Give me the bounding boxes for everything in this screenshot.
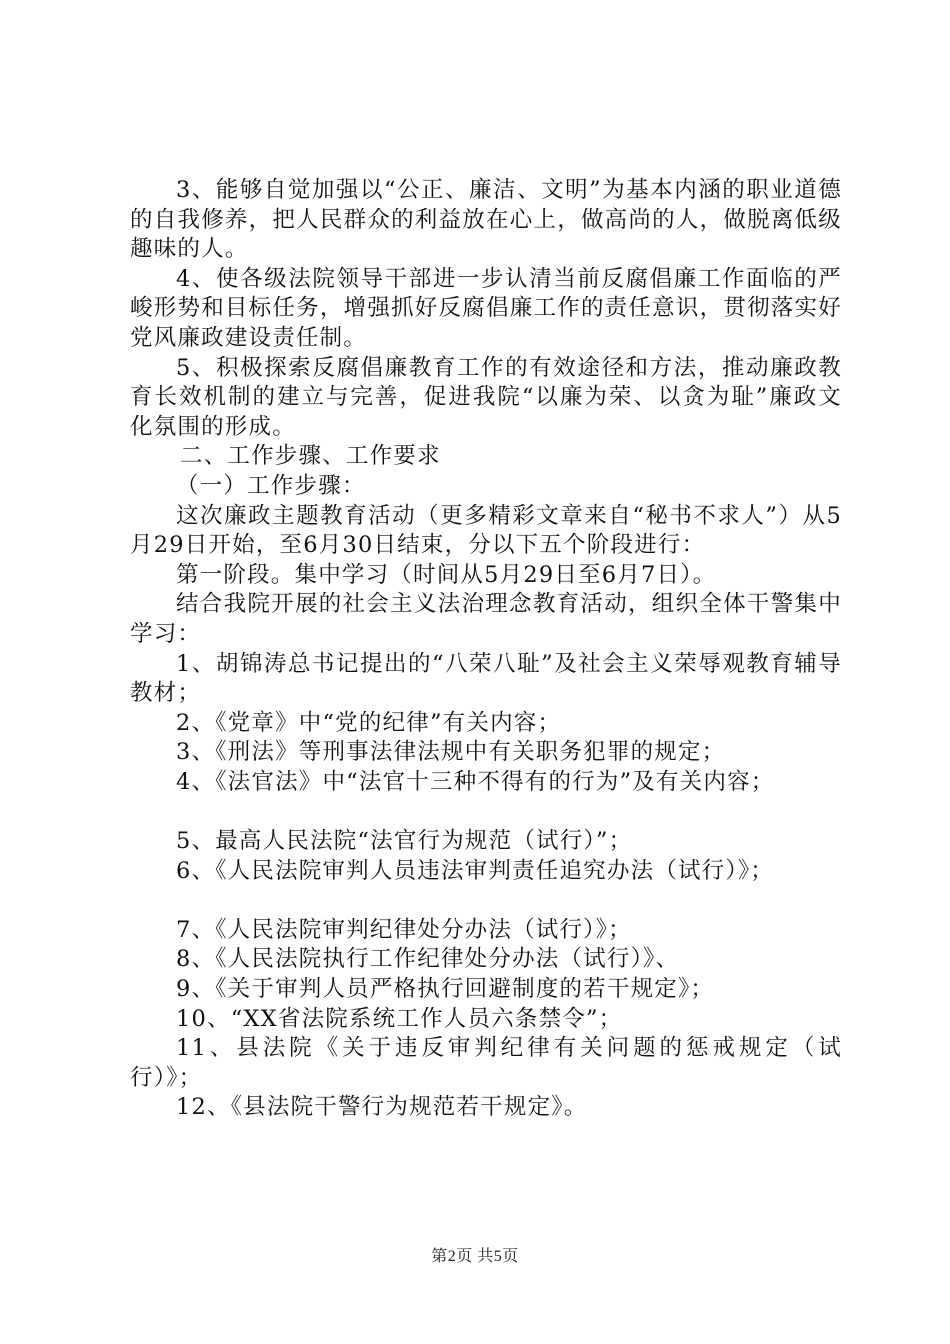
list-item-study-4: 4、《法官法》中“法官十三种不得有的行为”及有关内容； bbox=[176, 768, 775, 795]
list-item-study-5: 5、最高人民法院“法官行为规范（试行）”； bbox=[176, 828, 633, 855]
paragraph-goal-4: 4、使各级法院领导干部进一步认清当前反腐倡廉工作面临的严峻形势和目标任务，增强抓好反腐倡廉工作的责任意识，贯彻落实好党风廉政建设责任制。 bbox=[130, 265, 842, 351]
list-item-study-10: 10、“XX省法院系统工作人员六条禁令”； bbox=[176, 1005, 623, 1032]
list-item-study-9: 9、《关于审判人员严格执行回避制度的若干规定》； bbox=[176, 976, 715, 1003]
list-item-study-3: 3、《刑法》等刑事法律法规中有关职务犯罪的规定； bbox=[176, 739, 726, 766]
list-item-study-6: 6、《人民法院审判人员违法审判责任追究办法（试行）》； bbox=[176, 857, 774, 884]
document-body bbox=[130, 176, 842, 1123]
list-item-study-1: 1、胡锦涛总书记提出的“八荣八耻”及社会主义荣辱观教育辅导教材； bbox=[130, 650, 842, 707]
list-item-study-7: 7、《人民法院审判纪律处分办法（试行）》； bbox=[176, 916, 632, 943]
paragraph-goal-5: 5、积极探索反腐倡廉教育工作的有效途径和方法，推动廉政教育长效机制的建立与完善，促进我院“以廉为荣、以贪为耻”廉政文化氛围的形成。 bbox=[130, 354, 842, 440]
paragraph-goal-3: 3、能够自觉加强以“公正、廉洁、文明”为基本内涵的职业道德的自我修养，把人民群众的利益放在心上，做高尚的人，做脱离低级趣味的人。 bbox=[130, 177, 842, 263]
list-item-study-2: 2、《党章》中“党的纪律”有关内容； bbox=[176, 709, 562, 736]
paragraph-study-intro: 结合我院开展的社会主义法治理念教育活动，组织全体干警集中学习： bbox=[130, 591, 842, 647]
paragraph-activity-intro: 这次廉政主题教育活动（更多精彩文章来自“秘书不求人”）从5月29日开始，至6月30日结束，分以下五个阶段进行： bbox=[130, 502, 842, 559]
list-item-study-11: 11、县法院《关于违反审判纪律有关问题的惩戒规定（试行）》； bbox=[130, 1035, 842, 1091]
subsection-heading-steps: （一）工作步骤： bbox=[176, 472, 366, 499]
list-item-study-8: 8、《人民法院执行工作纪律处分办法（试行）》、 bbox=[176, 946, 680, 973]
page-number-footer: 第2页 共5页 bbox=[431, 1248, 519, 1265]
section-heading-steps: 二、工作步骤、工作要求 bbox=[180, 443, 441, 470]
list-item-study-12: 12、《县法院干警行为规范若干规定》。 bbox=[176, 1094, 588, 1121]
paragraph-stage-one: 第一阶段。集中学习（时间从5月29日至6月7日）。 bbox=[176, 561, 717, 588]
